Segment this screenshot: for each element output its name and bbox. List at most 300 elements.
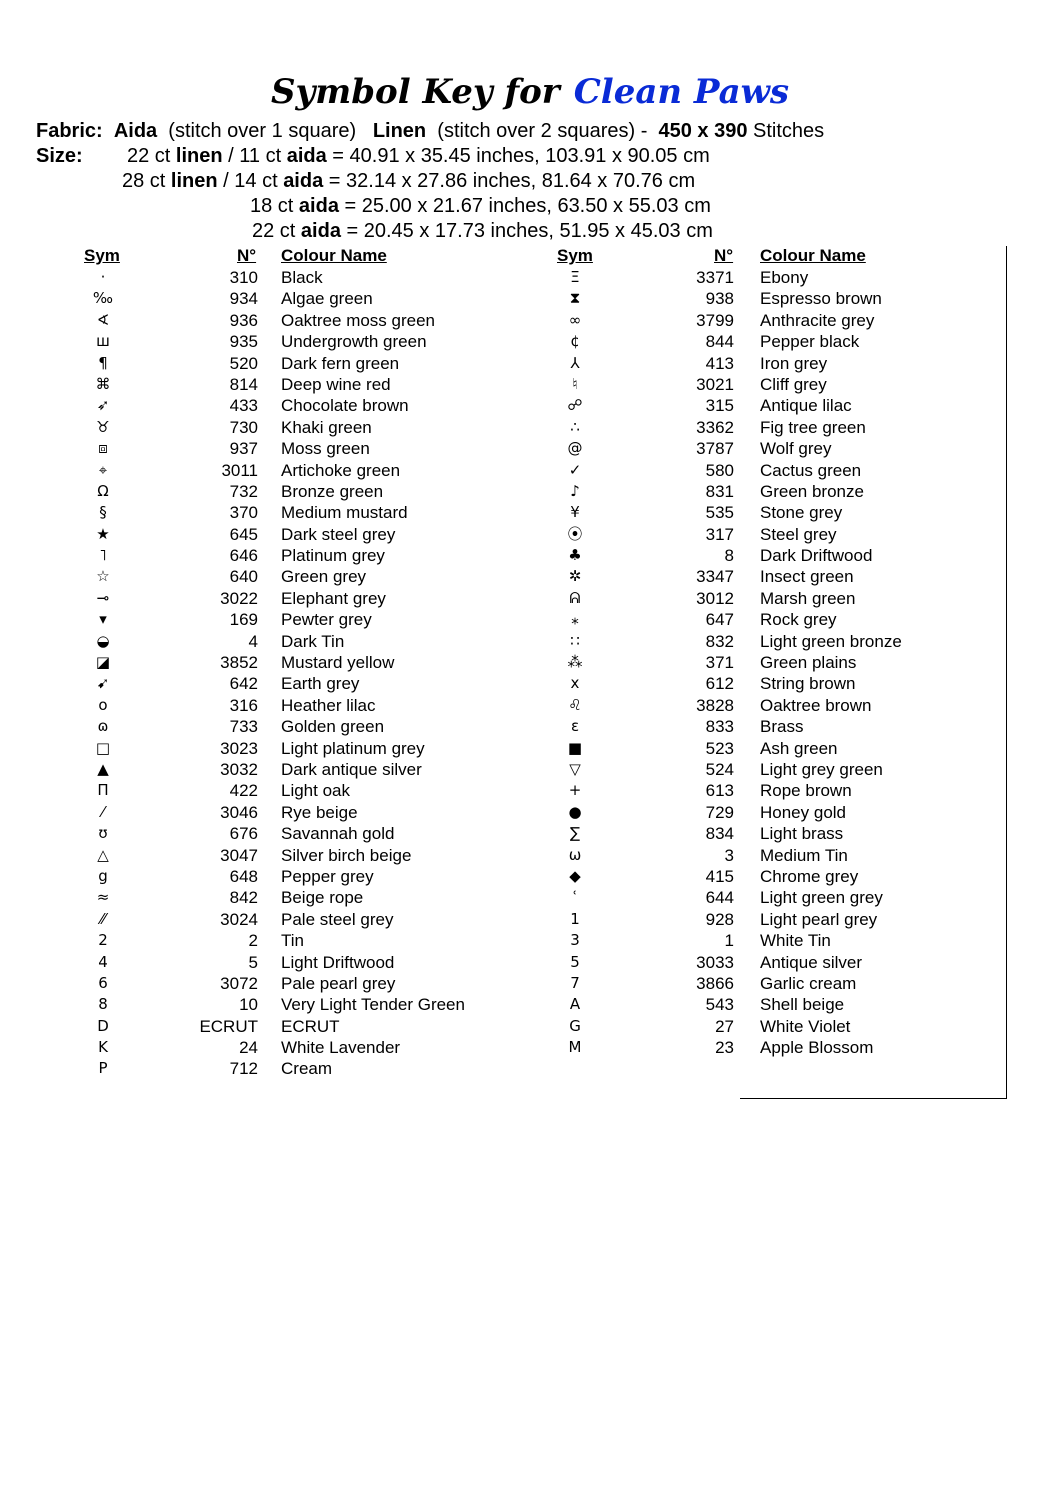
colour-name-cell: White Violet — [760, 1016, 851, 1036]
header-num-right: N° — [714, 246, 734, 265]
symbol-cell: P — [98, 1059, 108, 1078]
symbol-cell: ε — [570, 717, 580, 736]
symbol-cell: 6 — [98, 973, 108, 992]
symbol-cell: 2 — [98, 931, 108, 950]
symbol-cell: ♌ — [568, 695, 582, 714]
symbol-cell: ⌘ — [95, 374, 111, 393]
table-row — [0, 288, 1060, 309]
fabric-dims-unit: Stitches — [753, 120, 825, 142]
colour-name-cell: Oaktree moss green — [281, 310, 436, 330]
header-name-left: Colour Name — [281, 246, 387, 265]
colour-name-cell: Savannah gold — [281, 824, 395, 844]
number-cell: 729 — [705, 802, 734, 822]
colour-name-cell: Medium mustard — [281, 503, 408, 523]
table-row — [0, 738, 1060, 759]
colour-name-cell: Cliff grey — [760, 374, 827, 394]
symbol-cell: 7 — [570, 973, 580, 992]
number-cell: 310 — [229, 268, 258, 287]
table-row — [0, 353, 1060, 374]
number-cell: 27 — [715, 1016, 734, 1036]
symbol-cell: ᕱ — [569, 588, 581, 607]
number-cell: 543 — [705, 995, 734, 1015]
number-cell: 833 — [705, 717, 734, 737]
symbol-cell: ◒ — [96, 631, 110, 650]
number-cell: 647 — [705, 610, 734, 630]
bottom-border-line — [740, 1098, 1007, 1099]
header-num-left: N° — [237, 246, 257, 265]
table-row — [0, 1058, 1060, 1079]
colour-name-cell: Dark Tin — [281, 631, 345, 651]
size-fabric: linen — [175, 145, 223, 167]
symbol-cell: ▾ — [99, 610, 107, 629]
number-cell: 10 — [239, 995, 258, 1015]
number-cell: 3024 — [220, 909, 258, 929]
number-cell: 3828 — [696, 695, 734, 715]
fabric-label: Fabric: — [36, 120, 103, 142]
colour-name-cell: Cactus green — [760, 460, 862, 480]
size-fabric: aida — [286, 145, 327, 167]
table-row — [0, 823, 1060, 844]
number-cell: 3866 — [696, 973, 734, 993]
number-cell: 613 — [705, 781, 734, 801]
pattern-name: Clean Paws — [573, 72, 790, 112]
symbol-cell: ➶ — [96, 396, 110, 415]
table-row — [0, 652, 1060, 673]
symbol-cell: ɷ — [97, 717, 109, 736]
colour-name-cell: Insect green — [760, 567, 854, 587]
number-cell: 937 — [229, 439, 258, 459]
header-sym-right: Sym — [557, 246, 593, 265]
table-row — [0, 716, 1060, 737]
table-row — [0, 417, 1060, 438]
number-cell: 317 — [705, 524, 734, 544]
colour-name-cell: Oaktree brown — [760, 695, 872, 715]
number-cell: 648 — [229, 866, 258, 886]
table-row — [0, 673, 1060, 694]
colour-name-cell: Light Driftwood — [281, 952, 395, 972]
colour-name-cell: Fig tree green — [760, 417, 866, 437]
size-fabric: linen — [170, 170, 218, 192]
number-cell: 3012 — [696, 588, 734, 608]
symbol-cell: ʿ — [572, 888, 578, 907]
colour-name-cell: Deep wine red — [281, 374, 391, 394]
colour-name-cell: Light pearl grey — [760, 909, 878, 929]
symbol-cell: 3 — [570, 931, 580, 950]
size-text: / 11 ct — [222, 145, 287, 167]
symbol-cell: □ — [95, 738, 111, 757]
number-cell: 169 — [229, 610, 258, 630]
right-border-line — [1006, 246, 1007, 1099]
colour-name-cell: Pepper grey — [281, 866, 374, 886]
symbol-cell: ✓ — [568, 460, 582, 479]
table-row — [0, 780, 1060, 801]
size-dims: = 20.45 x 17.73 inches, 51.95 x 45.03 cm — [340, 220, 713, 242]
fabric-linen: Linen — [372, 120, 427, 142]
symbol-cell: ∴ — [570, 417, 580, 436]
colour-name-cell: Apple Blossom — [760, 1038, 874, 1058]
symbol-cell: ⁄⁄ — [100, 909, 106, 928]
number-cell: 3011 — [221, 460, 258, 480]
number-cell: 938 — [705, 289, 734, 309]
size-text: 22 ct — [127, 145, 176, 167]
table-row — [0, 545, 1060, 566]
table-row — [0, 695, 1060, 716]
colour-name-cell: Golden green — [281, 717, 385, 737]
colour-name-cell: Wolf grey — [760, 439, 832, 459]
colour-name-cell: Mustard yellow — [281, 653, 395, 673]
symbol-cell: ⧗ — [569, 289, 581, 308]
symbol-cell: ˥ — [99, 546, 107, 565]
size-line-3 — [250, 194, 711, 218]
table-row — [0, 1037, 1060, 1058]
number-cell: 642 — [229, 674, 258, 694]
table-row — [0, 845, 1060, 866]
table-row — [0, 802, 1060, 823]
colour-name-cell: Marsh green — [760, 588, 856, 608]
number-cell: 3033 — [696, 952, 734, 972]
number-cell: 2 — [248, 931, 258, 951]
fabric-line — [36, 119, 824, 143]
colour-name-cell: Honey gold — [760, 802, 847, 822]
symbol-cell: ⦿ — [567, 524, 583, 543]
number-cell: 612 — [705, 674, 734, 694]
colour-name-cell: Pale steel grey — [281, 909, 394, 929]
colour-name-cell: Ash green — [760, 738, 838, 758]
colour-name-cell: Chrome grey — [760, 866, 859, 886]
colour-name-cell: Chocolate brown — [281, 396, 409, 416]
table-row — [0, 502, 1060, 523]
number-cell: 730 — [229, 417, 258, 437]
colour-name-cell: Rye beige — [281, 802, 358, 822]
colour-name-cell: Bronze green — [281, 481, 384, 501]
size-fabric: aida — [283, 170, 324, 192]
colour-name-cell: Medium Tin — [760, 845, 848, 865]
number-cell: 936 — [229, 310, 258, 330]
symbol-key-table — [0, 267, 1060, 1080]
colour-name-cell: Elephant grey — [281, 588, 386, 608]
symbol-cell: Π — [97, 781, 109, 800]
symbol-cell: ω — [568, 845, 582, 864]
symbol-cell: ◪ — [95, 653, 111, 672]
colour-name-cell: Algae green — [281, 289, 373, 309]
symbol-cell: ♪ — [570, 481, 580, 500]
colour-name-cell: Stone grey — [760, 503, 843, 523]
colour-name-cell: Light platinum grey — [281, 738, 425, 758]
colour-name-cell: Garlic cream — [760, 973, 857, 993]
symbol-cell: 8 — [98, 995, 108, 1014]
number-cell: 3371 — [696, 268, 734, 287]
number-cell: 676 — [229, 824, 258, 844]
size-line-4 — [252, 219, 713, 243]
colour-name-cell: Pewter grey — [281, 610, 372, 630]
colour-name-cell: Espresso brown — [760, 289, 882, 309]
colour-name-cell: Light brass — [760, 824, 844, 844]
symbol-cell: ¥ — [570, 503, 580, 522]
size-dims: = 32.14 x 27.86 inches, 81.64 x 70.76 cm — [323, 170, 696, 192]
table-row — [0, 1016, 1060, 1037]
number-cell: 3047 — [220, 845, 258, 865]
size-label: Size: — [36, 145, 83, 167]
colour-name-cell: Light green bronze — [760, 631, 902, 651]
number-cell: 842 — [229, 888, 258, 908]
table-row — [0, 952, 1060, 973]
number-cell: 645 — [229, 524, 258, 544]
symbol-cell: ♉ — [96, 417, 110, 436]
colour-name-cell: Black — [281, 268, 323, 287]
colour-name-cell: Green grey — [281, 567, 367, 587]
colour-name-cell: Green plains — [760, 653, 857, 673]
size-fabric: aida — [300, 220, 341, 242]
number-cell: 3347 — [696, 567, 734, 587]
symbol-cell: ⁂ — [567, 653, 583, 672]
table-row — [0, 887, 1060, 908]
number-cell: 3032 — [220, 759, 258, 779]
table-row — [0, 395, 1060, 416]
symbol-cell: ◆ — [569, 866, 581, 885]
colour-name-cell: Antique lilac — [760, 396, 852, 416]
size-line-2 — [122, 169, 695, 193]
colour-name-cell: Pepper black — [760, 332, 860, 352]
colour-name-cell: Dark steel grey — [281, 524, 396, 544]
number-cell: 834 — [705, 824, 734, 844]
size-text: 28 ct — [122, 170, 171, 192]
table-row — [0, 331, 1060, 352]
symbol-cell: ⅄ — [570, 353, 580, 372]
size-text: / 14 ct — [217, 170, 284, 192]
table-row — [0, 566, 1060, 587]
symbol-cell: ● — [568, 802, 582, 821]
number-cell: 415 — [705, 866, 734, 886]
fabric-aida: Aida — [113, 120, 158, 142]
number-cell: 3022 — [220, 588, 258, 608]
number-cell: 580 — [705, 460, 734, 480]
symbol-cell: · — [100, 268, 106, 286]
colour-name-cell: Rock grey — [760, 610, 837, 630]
colour-name-cell: Ebony — [760, 268, 809, 287]
symbol-cell: @ — [567, 439, 583, 458]
number-cell: 733 — [229, 717, 258, 737]
header-name-right: Colour Name — [760, 246, 866, 265]
header-sym-left: Sym — [84, 246, 120, 265]
number-cell: 422 — [229, 781, 258, 801]
symbol-cell: ¢ — [570, 332, 580, 351]
symbol-cell: ∷ — [570, 631, 580, 650]
symbol-cell: + — [568, 781, 582, 800]
symbol-cell: ⌖ — [98, 460, 108, 479]
table-row — [0, 631, 1060, 652]
fabric-aida-note: (stitch over 1 square) — [168, 120, 357, 142]
colour-name-cell: ECRUT — [281, 1016, 340, 1036]
symbol-cell: Ω — [97, 481, 109, 500]
symbol-cell: ∑ — [569, 824, 581, 843]
number-cell: ECRUT — [199, 1016, 258, 1036]
colour-name-cell: Silver birch beige — [281, 845, 412, 865]
symbol-cell: ▲ — [97, 759, 109, 778]
number-cell: 934 — [229, 289, 258, 309]
colour-name-cell: Pale pearl grey — [281, 973, 396, 993]
colour-name-cell: Shell beige — [760, 995, 845, 1015]
number-cell: 640 — [229, 567, 258, 587]
symbol-cell: x — [570, 674, 580, 693]
symbol-cell: ⊸ — [96, 588, 110, 607]
number-cell: 524 — [705, 759, 734, 779]
symbol-cell: A — [569, 995, 581, 1014]
fabric-linen-note: (stitch over 2 squares) - — [437, 120, 648, 142]
colour-name-cell: Heather lilac — [281, 695, 376, 715]
table-row — [0, 930, 1060, 951]
symbol-cell: M — [568, 1038, 582, 1057]
symbol-cell: 4 — [98, 952, 108, 971]
colour-name-cell: Brass — [760, 717, 804, 737]
symbol-cell: ш — [96, 332, 110, 351]
number-cell: 413 — [705, 353, 734, 373]
symbol-cell: G — [569, 1016, 581, 1035]
number-cell: 316 — [229, 695, 258, 715]
number-cell: 3023 — [220, 738, 258, 758]
colour-name-cell: Anthracite grey — [760, 310, 875, 330]
table-row — [0, 909, 1060, 930]
symbol-cell: ⧈ — [98, 439, 108, 458]
colour-name-cell: Very Light Tender Green — [281, 995, 465, 1015]
number-cell: 520 — [229, 353, 258, 373]
number-cell: 3072 — [220, 973, 258, 993]
symbol-cell: ∢ — [96, 310, 110, 329]
table-row — [0, 524, 1060, 545]
symbol-cell: △ — [97, 845, 109, 864]
number-cell: 4 — [248, 631, 258, 651]
symbol-cell: ☆ — [96, 567, 110, 586]
colour-name-cell: Artichoke green — [281, 460, 401, 480]
number-cell: 712 — [229, 1059, 258, 1079]
symbol-cell: ▽ — [569, 759, 581, 778]
table-row — [0, 310, 1060, 331]
symbol-cell: ★ — [96, 524, 110, 543]
symbol-cell: K — [98, 1038, 108, 1057]
symbol-cell: ‰ — [92, 289, 114, 308]
colour-name-cell: Tin — [281, 931, 304, 951]
symbol-cell: ⁎ — [571, 610, 579, 629]
number-cell: 535 — [705, 503, 734, 523]
colour-name-cell: White Lavender — [281, 1038, 401, 1058]
number-cell: 831 — [705, 481, 734, 501]
colour-name-cell: String brown — [760, 674, 856, 694]
symbol-cell: 5 — [570, 952, 580, 971]
number-cell: 646 — [229, 546, 258, 566]
symbol-cell: g — [98, 866, 108, 885]
table-row — [0, 866, 1060, 887]
symbol-cell: ☍ — [567, 396, 583, 415]
colour-name-cell: Undergrowth green — [281, 332, 427, 352]
size-line-1 — [127, 144, 710, 168]
number-cell: 3799 — [696, 310, 734, 330]
table-row — [0, 481, 1060, 502]
colour-name-cell: Earth grey — [281, 674, 360, 694]
colour-name-cell: Rope brown — [760, 781, 852, 801]
colour-name-cell: Cream — [281, 1059, 333, 1079]
table-row — [0, 994, 1060, 1015]
number-cell: 814 — [229, 374, 258, 394]
number-cell: 23 — [715, 1038, 734, 1058]
number-cell: 433 — [229, 396, 258, 416]
colour-name-cell: Platinum grey — [281, 546, 385, 566]
symbol-cell: ʊ — [98, 824, 108, 843]
number-cell: 3852 — [220, 653, 258, 673]
number-cell: 371 — [705, 653, 734, 673]
number-cell: 935 — [229, 332, 258, 352]
symbol-cell: ♮ — [572, 374, 578, 393]
number-cell: 24 — [239, 1038, 258, 1058]
number-cell: 844 — [705, 332, 734, 352]
table-row — [0, 267, 1060, 288]
table-row — [0, 759, 1060, 780]
colour-name-cell: Beige rope — [281, 888, 364, 908]
colour-name-cell: Dark antique silver — [281, 759, 422, 779]
size-dims: = 25.00 x 21.67 inches, 63.50 x 55.03 cm — [338, 195, 711, 217]
colour-name-cell: Iron grey — [760, 353, 828, 373]
symbol-cell: ➹ — [96, 674, 110, 693]
number-cell: 5 — [248, 952, 258, 972]
number-cell: 8 — [724, 546, 734, 566]
colour-name-cell: Dark fern green — [281, 353, 400, 373]
size-text: 22 ct — [252, 220, 301, 242]
number-cell: 3362 — [696, 417, 734, 437]
number-cell: 732 — [229, 481, 258, 501]
colour-name-cell: Green bronze — [760, 481, 864, 501]
number-cell: 370 — [229, 503, 258, 523]
number-cell: 3021 — [696, 374, 734, 394]
symbol-cell: ✲ — [568, 567, 582, 586]
colour-name-cell: Steel grey — [760, 524, 837, 544]
number-cell: 644 — [705, 888, 734, 908]
colour-name-cell: Moss green — [281, 439, 370, 459]
symbol-cell: ¶ — [98, 353, 108, 372]
title-prefix: Symbol Key for — [270, 72, 560, 112]
page-title — [0, 72, 1060, 112]
size-fabric: aida — [298, 195, 339, 217]
number-cell: 3046 — [220, 802, 258, 822]
number-cell: 3 — [724, 845, 734, 865]
table-row — [0, 438, 1060, 459]
size-dims: = 40.91 x 35.45 inches, 103.91 x 90.05 cm — [326, 145, 710, 167]
number-cell: 1 — [724, 931, 734, 951]
colour-name-cell: Light green grey — [760, 888, 883, 908]
colour-name-cell: Dark Driftwood — [760, 546, 873, 566]
symbol-cell: ≈ — [96, 888, 110, 907]
symbol-cell: o — [98, 695, 108, 714]
symbol-cell: ■ — [567, 738, 583, 757]
colour-name-cell: Light grey green — [760, 759, 883, 779]
table-row — [0, 460, 1060, 481]
symbol-cell: ∞ — [568, 310, 582, 329]
symbol-cell: § — [99, 503, 107, 522]
number-cell: 928 — [705, 909, 734, 929]
colour-name-cell: Light oak — [281, 781, 350, 801]
symbol-cell: D — [97, 1016, 109, 1035]
colour-name-cell: Khaki green — [281, 417, 372, 437]
number-cell: 315 — [705, 396, 734, 416]
colour-name-cell: Antique silver — [760, 952, 863, 972]
table-row — [0, 973, 1060, 994]
fabric-dims: 450 x 390 — [658, 120, 748, 142]
symbol-cell: ⁄ — [101, 802, 105, 821]
size-text: 18 ct — [250, 195, 299, 217]
table-row — [0, 374, 1060, 395]
number-cell: 523 — [705, 738, 734, 758]
number-cell: 832 — [705, 631, 734, 651]
symbol-cell: 1 — [570, 909, 580, 928]
table-row — [0, 588, 1060, 609]
number-cell: 3787 — [696, 439, 734, 459]
